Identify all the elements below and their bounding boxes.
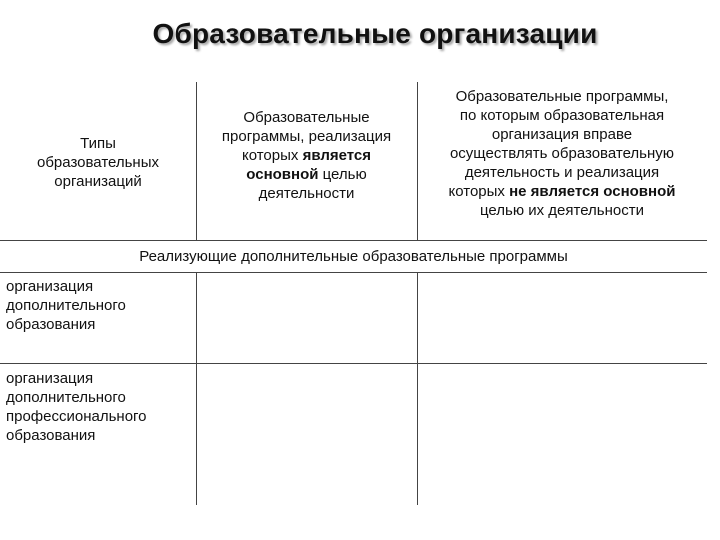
row-label-line: образования [6, 316, 96, 333]
table-row [6, 277, 194, 334]
header-line [196, 165, 417, 184]
section-bottom-rule [0, 272, 707, 273]
row-label-line: организация [6, 278, 94, 295]
row-label-line: профессионального [6, 408, 147, 425]
header-types [0, 134, 196, 191]
header-line [196, 146, 417, 165]
row-label-line: организация [6, 370, 94, 387]
header-line: Образовательные программы, [455, 88, 669, 105]
header-other-programs [417, 87, 707, 220]
header-emphasis: основной [246, 166, 319, 183]
header-line: программы, реализация [221, 128, 392, 145]
header-text: которых [448, 183, 510, 200]
header-line: организация вправе [491, 126, 633, 143]
page-title: Образовательные организации [152, 18, 598, 49]
header-emphasis: не является основной [509, 183, 676, 200]
header-text: целью [318, 166, 367, 183]
section-label: Реализующие дополнительные образовательные программы [139, 248, 568, 265]
column-divider-1-body [196, 272, 197, 505]
header-bottom-rule [0, 240, 707, 241]
column-divider-2-body [417, 272, 418, 505]
header-line [417, 182, 707, 201]
header-types-line: Типы [80, 135, 116, 152]
header-line: деятельности [258, 185, 355, 202]
header-types-line: образовательных [37, 154, 159, 171]
header-line: осуществлять образовательную [449, 145, 675, 162]
header-line: деятельность и реализация [464, 164, 660, 181]
row-label-line: дополнительного [6, 297, 126, 314]
table-row [6, 369, 194, 445]
header-types-line: организаций [54, 173, 142, 190]
header-line: Образовательные [243, 109, 370, 126]
header-main-programs [196, 108, 417, 203]
row-divider [0, 363, 707, 364]
header-line: целью их деятельности [479, 202, 644, 219]
header-line: по которым образовательная [459, 107, 665, 124]
header-text: которых [241, 147, 303, 164]
row-label-line: образования [6, 427, 96, 444]
header-emphasis: является [302, 147, 372, 164]
row-label-line: дополнительного [6, 389, 126, 406]
